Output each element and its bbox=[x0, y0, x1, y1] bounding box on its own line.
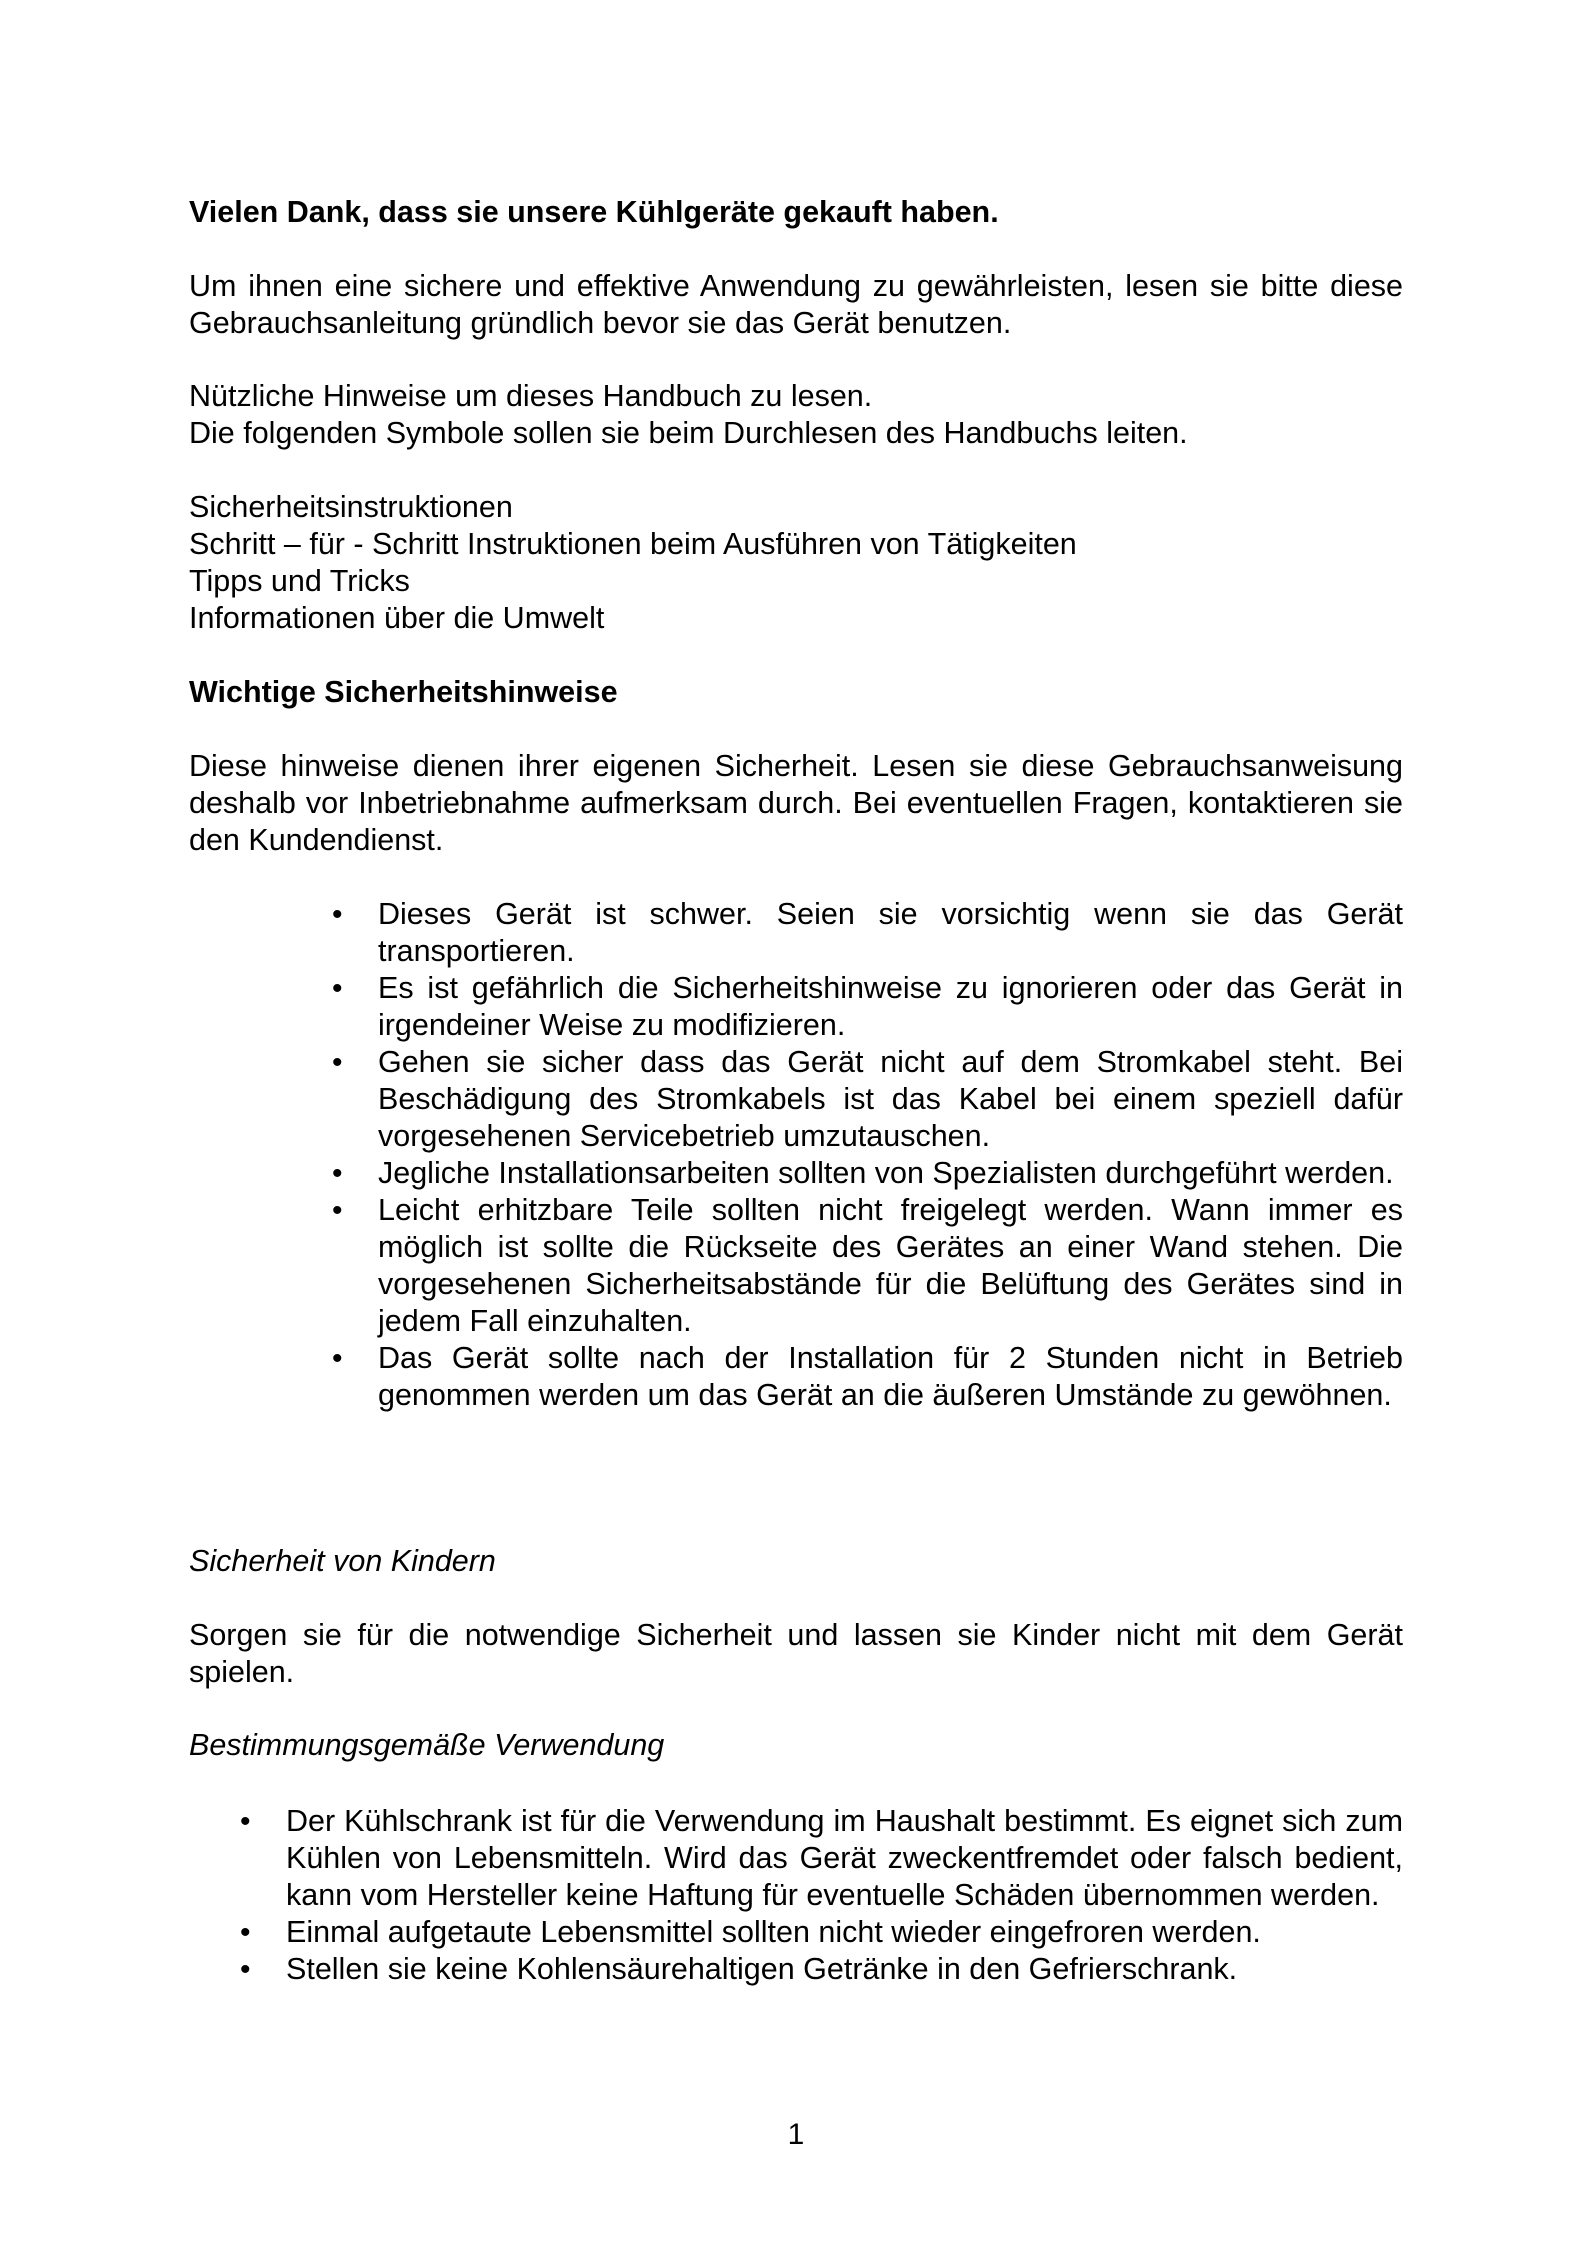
list-item: • Einmal aufgetaute Lebensmittel sollten nicht wieder eingefroren werden. bbox=[240, 1915, 1261, 1949]
bullet-icon: • bbox=[240, 1805, 251, 1838]
bullet-icon: • bbox=[332, 898, 343, 931]
usage-list bbox=[240, 1803, 1403, 1988]
symbol-environment: Informationen über die Umwelt bbox=[189, 601, 605, 635]
list-item: • Der Kühlschrank ist für die Verwendung im Haushalt bestimmt. Es eignet sich zum Kühlen von Lebensmitteln. Wird das Gerät zweckentfremdet oder falsch bedient, kann vom Hersteller keine Haftung für eventuelle Schäden übernommen werden. bbox=[240, 1804, 1403, 1912]
bullet-icon: • bbox=[332, 1157, 343, 1190]
bullet-icon: • bbox=[240, 1916, 251, 1949]
symbol-step-instructions: Schritt – für - Schritt Instruktionen beim Ausführen von Tätigkeiten bbox=[189, 527, 1077, 561]
hints-line-2: Die folgenden Symbole sollen sie beim Durchlesen des Handbuchs leiten. bbox=[189, 416, 1188, 450]
safety-intro-paragraph: Diese hinweise dienen ihrer eigenen Sicherheit. Lesen sie diese Gebrauchsanweisung deshalb vor Inbetriebnahme aufmerksam durch. Bei eventuellen Fragen, kontaktieren sie den Kundendienst. bbox=[189, 749, 1403, 857]
list-item: • Stellen sie keine Kohlensäurehaltigen Getränke in den Gefrierschrank. bbox=[240, 1952, 1238, 1986]
safety-list bbox=[332, 896, 1403, 1414]
page-number: 1 bbox=[787, 2118, 805, 2151]
list-item: • Dieses Gerät ist schwer. Seien sie vorsichtig wenn sie das Gerät transportieren. bbox=[332, 897, 1403, 968]
children-paragraph: Sorgen sie für die notwendige Sicherheit und lassen sie Kinder nicht mit dem Gerät spielen. bbox=[189, 1618, 1403, 1689]
bullet-icon: • bbox=[332, 972, 343, 1005]
bullet-icon: • bbox=[240, 1953, 251, 1986]
symbol-tips: Tipps und Tricks bbox=[189, 564, 410, 598]
list-item: • Das Gerät sollte nach der Installation für 2 Stunden nicht in Betrieb genommen werden um das Gerät an die äußeren Umstände zu gewöhnen. bbox=[332, 1341, 1403, 1412]
bullet-icon: • bbox=[332, 1342, 343, 1375]
usage-heading: Bestimmungsgemäße Verwendung bbox=[189, 1728, 665, 1762]
children-heading: Sicherheit von Kindern bbox=[189, 1544, 496, 1578]
list-item: • Gehen sie sicher dass das Gerät nicht auf dem Stromkabel steht. Bei Beschädigung des Stromkabels ist das Kabel bei einem speziell dafür vorgesehenen Servicebetrieb umzutauschen. bbox=[332, 1045, 1403, 1153]
list-item: • Leicht erhitzbare Teile sollten nicht freigelegt werden. Wann immer es möglich ist sollte die Rückseite des Gerätes an einer Wand stehen. Die vorgesehenen Sicherheitsabstände für die Belüftung des Gerätes sind in jedem Fall einzuhalten. bbox=[332, 1193, 1403, 1338]
hints-line-1: Nützliche Hinweise um dieses Handbuch zu lesen. bbox=[189, 379, 873, 413]
document-title: Vielen Dank, dass sie unsere Kühlgeräte gekauft haben. bbox=[189, 195, 999, 229]
bullet-icon: • bbox=[332, 1194, 343, 1227]
list-item: • Es ist gefährlich die Sicherheitshinweise zu ignorieren oder das Gerät in irgendeiner Weise zu modifizieren. bbox=[332, 971, 1403, 1042]
intro-paragraph: Um ihnen eine sichere und effektive Anwendung zu gewährleisten, lesen sie bitte diese Gebrauchsanleitung gründlich bevor sie das Gerät benutzen. bbox=[189, 269, 1403, 340]
safety-heading: Wichtige Sicherheitshinweise bbox=[189, 675, 618, 709]
document-page bbox=[189, 0, 1403, 2245]
list-item: • Jegliche Installationsarbeiten sollten von Spezialisten durchgeführt werden. bbox=[332, 1156, 1394, 1190]
symbol-safety-instructions: Sicherheitsinstruktionen bbox=[189, 490, 513, 524]
bullet-icon: • bbox=[332, 1046, 343, 1079]
